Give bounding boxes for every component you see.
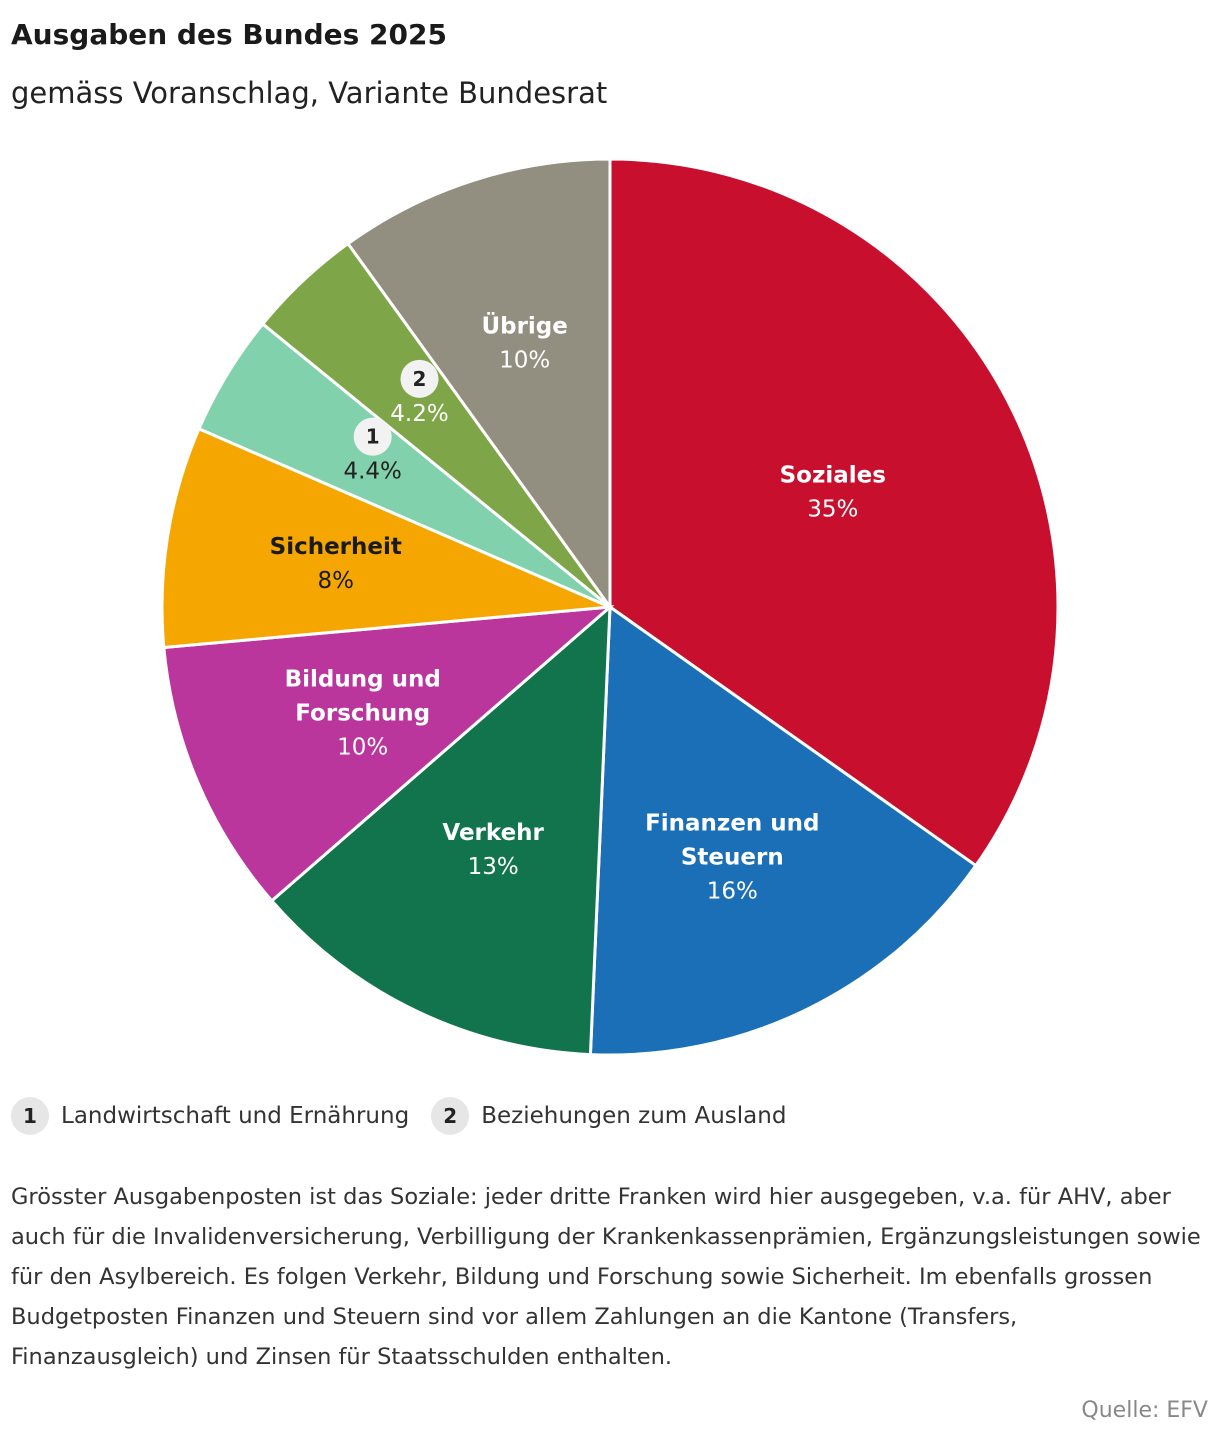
slice-name-label-1: Soziales	[779, 462, 886, 489]
legend-marker-1: 1	[11, 1097, 49, 1135]
slice-value-label-4: 10%	[337, 734, 389, 761]
description-text: Grösster Ausgabenposten ist das Soziale: jeder dritte Franken wird hier ausgegeben, v.a. für AHV, aber auch für die Invalidenversicherung, Verbilligung der Krankenkassenprämien, Ergänzungsleistungen sowie für den Asylbereich. Es folgen Verkehr, Bildung und Forschung sowie Sicherheit. Im ebenfalls grossen Budgetposten Finanzen und Steuern sind vor allem Zahlungen an die Kantone (Transfers, Finanzausgleich) und Zinsen für Staatsschulden enthalten.	[11, 1184, 1201, 1370]
slice-value-label-8: 10%	[499, 347, 551, 374]
legend-item-2	[431, 1097, 786, 1135]
slice-value-label-5: 8%	[317, 567, 355, 594]
footnote-legend	[11, 1097, 808, 1135]
slice-name-label-2: Finanzen und Steuern	[645, 810, 820, 871]
slice-value-label-2: 16%	[706, 878, 758, 905]
slice-marker-label-2: 2	[412, 366, 427, 391]
slice-marker-label-1: 1	[365, 424, 380, 449]
legend-item-1	[11, 1097, 409, 1135]
slice-value-label-1: 35%	[807, 496, 859, 523]
source-credit: Quelle: EFV	[1081, 1398, 1208, 1423]
slice-value-label-3: 13%	[467, 854, 519, 881]
legend-label-2: Beziehungen zum Ausland	[481, 1103, 787, 1129]
slice-name-label-3: Verkehr	[442, 820, 544, 847]
slice-value-label-6: 4.4%	[343, 458, 402, 485]
legend-label-1: Landwirtschaft und Ernährung	[61, 1103, 410, 1129]
legend-marker-2: 2	[431, 1097, 469, 1135]
slice-name-label-8: Übrige	[481, 313, 568, 340]
slice-name-label-4: Bildung und Forschung	[284, 666, 441, 727]
chart-title: Ausgaben des Bundes 2025	[11, 18, 447, 51]
chart-subtitle: gemäss Voranschlag, Variante Bundesrat	[11, 76, 608, 110]
slice-value-label-7: 4.2%	[390, 400, 449, 427]
slice-name-label-5: Sicherheit	[269, 533, 402, 560]
